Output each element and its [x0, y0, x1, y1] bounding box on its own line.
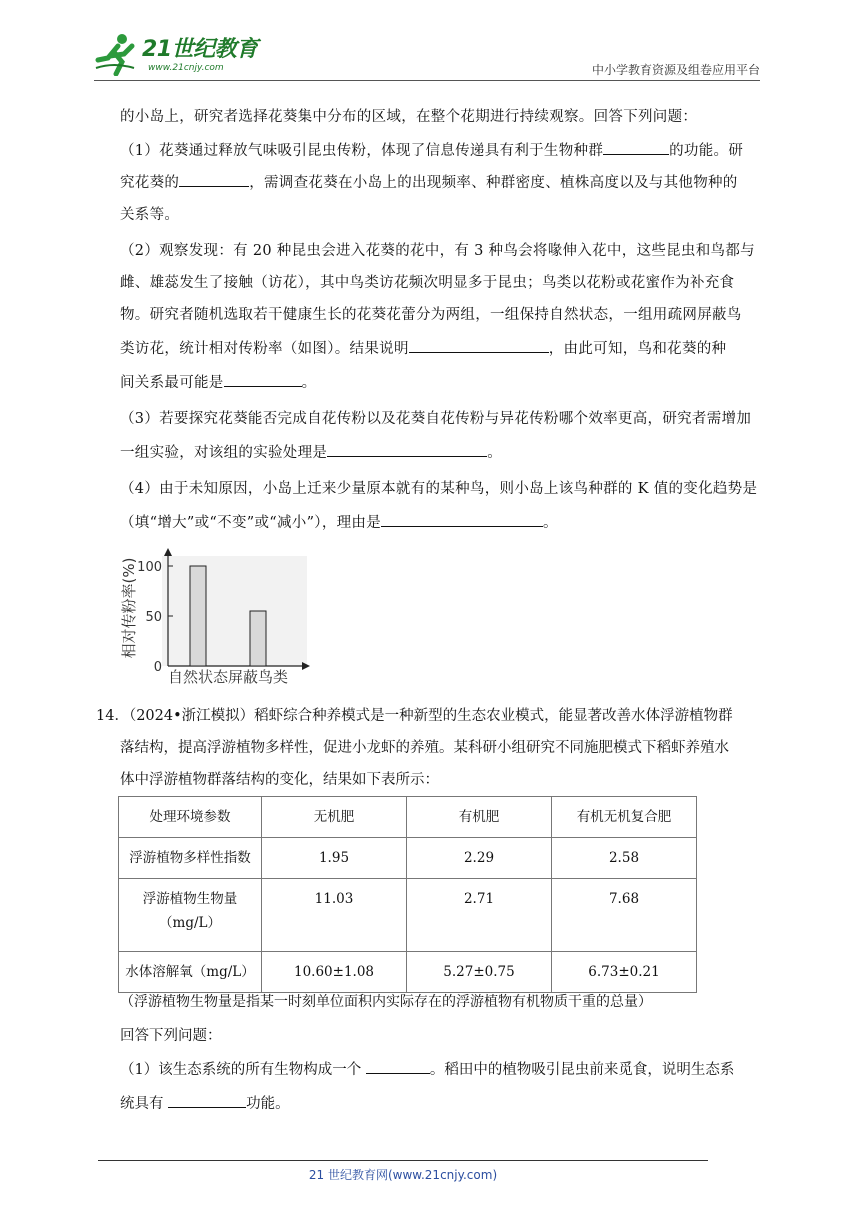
q13-part2-line4: [120, 333, 760, 365]
q13-part2-line5: [120, 367, 760, 399]
q14-part1-line1: [120, 1054, 770, 1086]
answer-blank-6[interactable]: [381, 512, 543, 527]
table-cell: 6.73±0.21: [552, 952, 697, 993]
text: 统具有: [120, 1096, 169, 1112]
q13-intro: 的小岛上，研究者选择花葵集中分布的区域，在整个花期进行持续观察。回答下列问题：: [120, 109, 698, 125]
q13-part3-line2: [120, 437, 760, 469]
platform-name: 中小学教育资源及组卷应用平台: [591, 63, 760, 77]
q13-part1-line2: [120, 167, 760, 199]
y-tick-label: 50: [145, 610, 162, 625]
text: 功能。: [246, 1096, 290, 1112]
bar: [190, 566, 206, 666]
table-header-cell: 有机肥: [407, 797, 552, 838]
y-tick-label: 0: [153, 660, 162, 675]
table-header-cell: 有机无机复合肥: [552, 797, 697, 838]
text: 类访花，统计相对传粉率（如图）。结果说明: [120, 341, 409, 357]
footer-divider: [98, 1160, 708, 1161]
x-category-label: 屏蔽鸟类: [227, 668, 289, 686]
y-tick-label: 100: [137, 560, 162, 575]
table-cell: 2.71: [407, 879, 552, 952]
text: 。稻田中的植物吸引昆虫前来觅食，说明生态系: [429, 1062, 735, 1078]
text: 究花葵的: [120, 175, 180, 191]
text: 。: [301, 375, 317, 391]
table-cell: 1.95: [262, 838, 407, 879]
bar: [250, 611, 266, 666]
fertilizer-results-table: [118, 796, 697, 993]
q14-stem-line1: 14．（2024•浙江模拟）稻虾综合种养模式是一种新型的生态农业模式，能显著改善水体浮游植物群: [96, 708, 733, 724]
table-cell: 浮游植物生物量（mg/L）: [119, 879, 262, 952]
text: 的功能。研: [669, 143, 744, 159]
text: ，需调查花葵在小岛上的出现频率、种群密度、植株高度以及与其他物种的: [249, 175, 738, 191]
table-cell: 2.58: [552, 838, 697, 879]
site-logo[interactable]: [94, 30, 264, 80]
q13-part1-line1: [120, 135, 760, 167]
text: ，由此可知，鸟和花葵的种: [548, 341, 727, 357]
table-cell: 水体溶解氧（mg/L）: [119, 952, 262, 993]
answer-blank-4[interactable]: [224, 372, 302, 387]
footer-site-link[interactable]: 21 世纪教育网(www.21cnjy.com): [308, 1168, 498, 1182]
header-divider: [94, 80, 760, 81]
table-header-cell: 无机肥: [262, 797, 407, 838]
q14-stem-line3: 体中浮游植物群落结构的变化，结果如下表所示：: [120, 772, 439, 788]
q13-part3-line1: （3）若要探究花葵能否完成自花传粉以及花葵自花传粉与异花传粉哪个效率更高，研究者需增加: [120, 411, 752, 427]
text: （1）花葵通过释放气味吸引昆虫传粉，体现了信息传递具有利于生物种群: [120, 143, 604, 159]
table-cell: 5.27±0.75: [407, 952, 552, 993]
table-row: [119, 879, 697, 952]
logo-text: 21世纪教育: [142, 37, 258, 62]
q13-part2-line1: （2）观察发现：有 20 种昆虫会进入花葵的花中，有 3 种鸟会将喙伸入花中，这些昆虫和鸟都与: [120, 243, 755, 259]
text: （填“增大”或“不变”或“减小”），理由是: [120, 515, 382, 531]
page-header: [0, 0, 860, 80]
text: 。: [543, 515, 558, 531]
text: （1）该生态系统的所有生物构成一个: [120, 1062, 366, 1078]
logo-url: www.21cnjy.com: [148, 63, 224, 73]
table-cell: 7.68: [552, 879, 697, 952]
answer-blank-5[interactable]: [327, 442, 487, 457]
answer-blank-2[interactable]: [179, 172, 249, 187]
q13-part2-line3: 物。研究者随机选取若干健康生长的花葵花蕾分为两组，一组保持自然状态，一组用疏网屏蔽鸟: [120, 307, 742, 323]
table-cell: 2.29: [407, 838, 552, 879]
q13-part4-line2: [120, 507, 760, 539]
q14-stem-line2: 落结构，提高浮游植物多样性，促进小龙虾的养殖。某科研小组研究不同施肥模式下稻虾养殖水: [120, 740, 729, 756]
y-axis-label: 相对传粉率(%): [120, 557, 138, 659]
q13-part4-line1: （4）由于未知原因，小岛上迁来少量原本就有的某种鸟，则小岛上该鸟种群的 K 值的变化趋势是: [120, 481, 758, 497]
answer-blank-3[interactable]: [409, 338, 549, 353]
chart-plot-background: [162, 556, 307, 666]
text: 。: [487, 445, 503, 461]
table-cell: 10.60±1.08: [262, 952, 407, 993]
runner-logo-icon: [94, 32, 136, 76]
y-axis-arrow: [164, 548, 172, 556]
answer-blank-7[interactable]: [366, 1059, 430, 1074]
table-header-cell: 处理环境参数: [119, 797, 262, 838]
table-header-row: [119, 797, 697, 838]
table-row: [119, 838, 697, 879]
q14-part1-line2: [120, 1088, 790, 1120]
q13-part2-line2: 雌、雄蕊发生了接触（访花），其中鸟类访花频次明显多于昆虫；鸟类以花粉或花蜜作为补充食: [120, 275, 735, 291]
q14-ask: 回答下列问题：: [120, 1028, 222, 1044]
text: 一组实验，对该组的实验处理是: [120, 445, 328, 461]
table-cell: 11.03: [262, 879, 407, 952]
answer-blank-1[interactable]: [603, 140, 669, 155]
pollination-bar-chart: [112, 546, 312, 686]
table-note: （浮游植物生物量是指某一时刻单位面积内实际存在的浮游植物有机物质干重的总量）: [120, 994, 652, 1010]
x-category-label: 自然状态: [167, 668, 229, 686]
q13-part1-line3: 关系等。: [120, 207, 180, 223]
text: 间关系最可能是: [120, 375, 224, 391]
answer-blank-8[interactable]: [168, 1093, 246, 1108]
table-cell: 浮游植物多样性指数: [119, 838, 262, 879]
